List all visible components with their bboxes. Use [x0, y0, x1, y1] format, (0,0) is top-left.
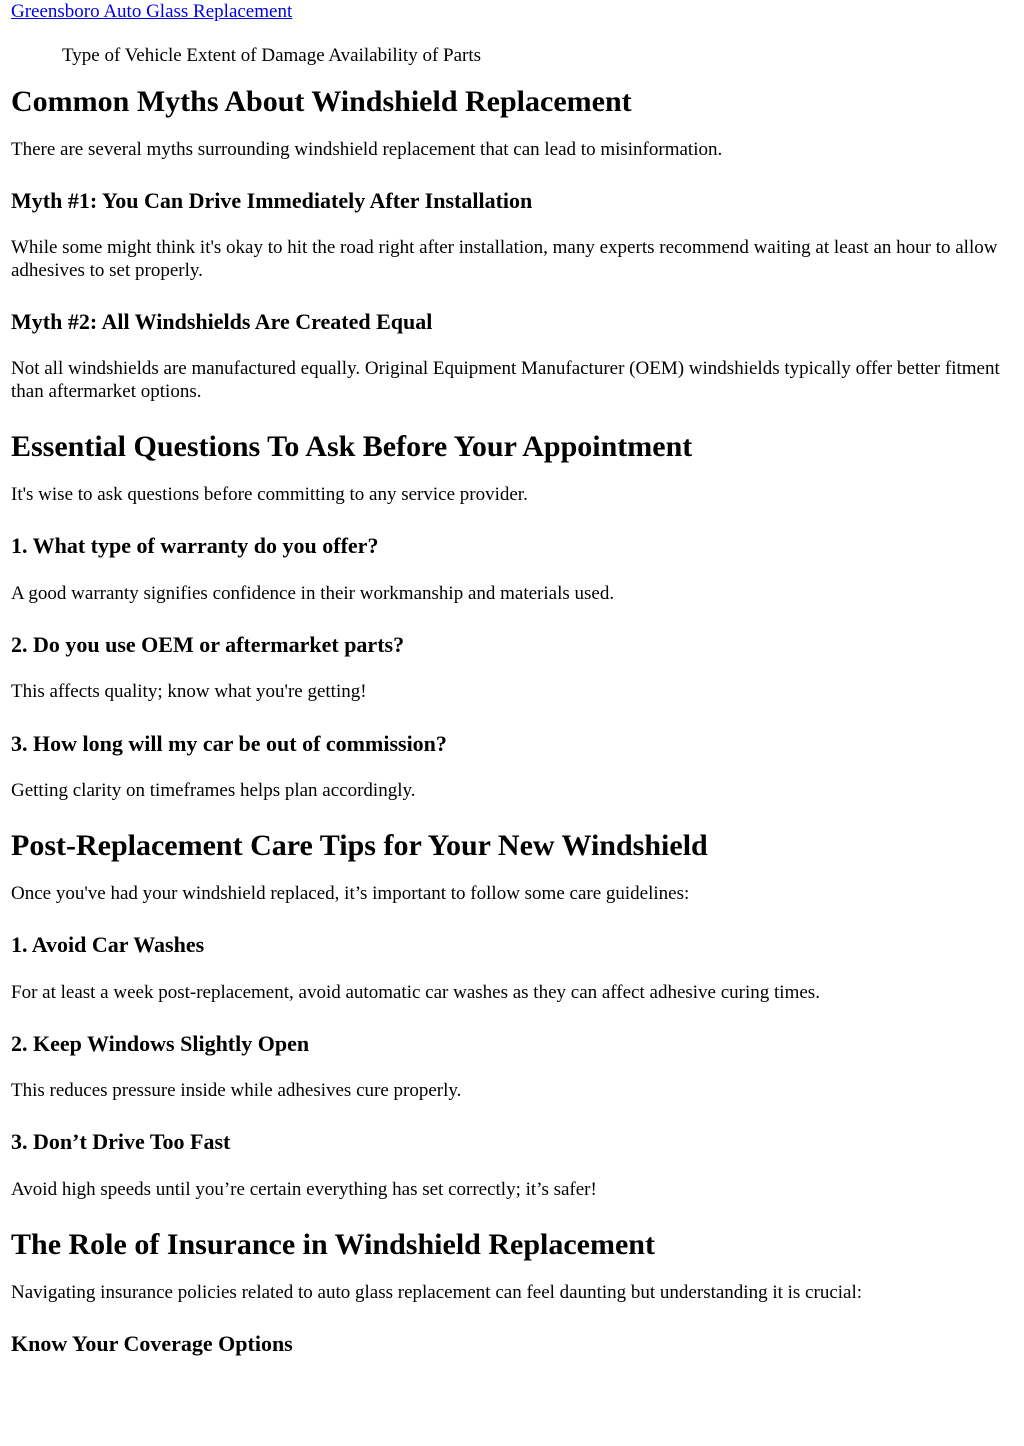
section-title-myths: Common Myths About Windshield Replacement	[11, 85, 632, 118]
question-1-text: A good warranty signifies confidence in their workmanship and materials used.	[11, 583, 615, 604]
factor-list: Type of Vehicle Extent of Damage Availability of Parts	[62, 45, 482, 66]
question-2-text: This affects quality; know what you're getting!	[11, 681, 367, 702]
care-tip-2-text: This reduces pressure inside while adhesives cure properly.	[11, 1080, 462, 1101]
section-intro-myths: There are several myths surrounding windshield replacement that can lead to misinformation.	[11, 139, 723, 160]
myth-2-heading: Myth #2: All Windshields Are Created Equal	[11, 309, 433, 334]
question-1-heading: 1. What type of warranty do you offer?	[11, 533, 379, 558]
question-3-heading: 3. How long will my car be out of commission?	[11, 731, 447, 756]
question-3-text: Getting clarity on timeframes helps plan accordingly.	[11, 780, 416, 801]
section-title-questions: Essential Questions To Ask Before Your Appointment	[11, 430, 693, 463]
myth-2-text: Not all windshields are manufactured equally. Original Equipment Manufacturer (OEM) windshields typically offer better fitment than aftermarket options.	[11, 358, 1000, 402]
coverage-options-heading: Know Your Coverage Options	[11, 1331, 293, 1356]
myth-1-heading: Myth #1: You Can Drive Immediately After Installation	[11, 188, 533, 213]
care-tip-3-heading: 3. Don’t Drive Too Fast	[11, 1129, 231, 1154]
care-tip-1-heading: 1. Avoid Car Washes	[11, 932, 205, 957]
care-tip-1-text: For at least a week post-replacement, avoid automatic car washes as they can affect adhesive curing times.	[11, 982, 820, 1003]
question-2-heading: 2. Do you use OEM or aftermarket parts?	[11, 632, 405, 657]
care-tip-3-text: Avoid high speeds until you’re certain everything has set correctly; it’s safer!	[11, 1179, 597, 1200]
section-intro-questions: It's wise to ask questions before committing to any service provider.	[11, 484, 528, 505]
greensboro-auto-glass-link[interactable]: Greensboro Auto Glass Replacement	[11, 1, 293, 22]
section-intro-care-tips: Once you've had your windshield replaced, it’s important to follow some care guidelines:	[11, 883, 690, 904]
section-intro-insurance: Navigating insurance policies related to auto glass replacement can feel daunting but understanding it is crucial:	[11, 1282, 863, 1303]
section-title-insurance: The Role of Insurance in Windshield Replacement	[11, 1228, 655, 1261]
care-tip-2-heading: 2. Keep Windows Slightly Open	[11, 1031, 310, 1056]
myth-1-text: While some might think it's okay to hit the road right after installation, many experts recommend waiting at least an hour to allow adhesives to set properly.	[11, 237, 998, 281]
section-title-care-tips: Post-Replacement Care Tips for Your New Windshield	[11, 829, 708, 862]
